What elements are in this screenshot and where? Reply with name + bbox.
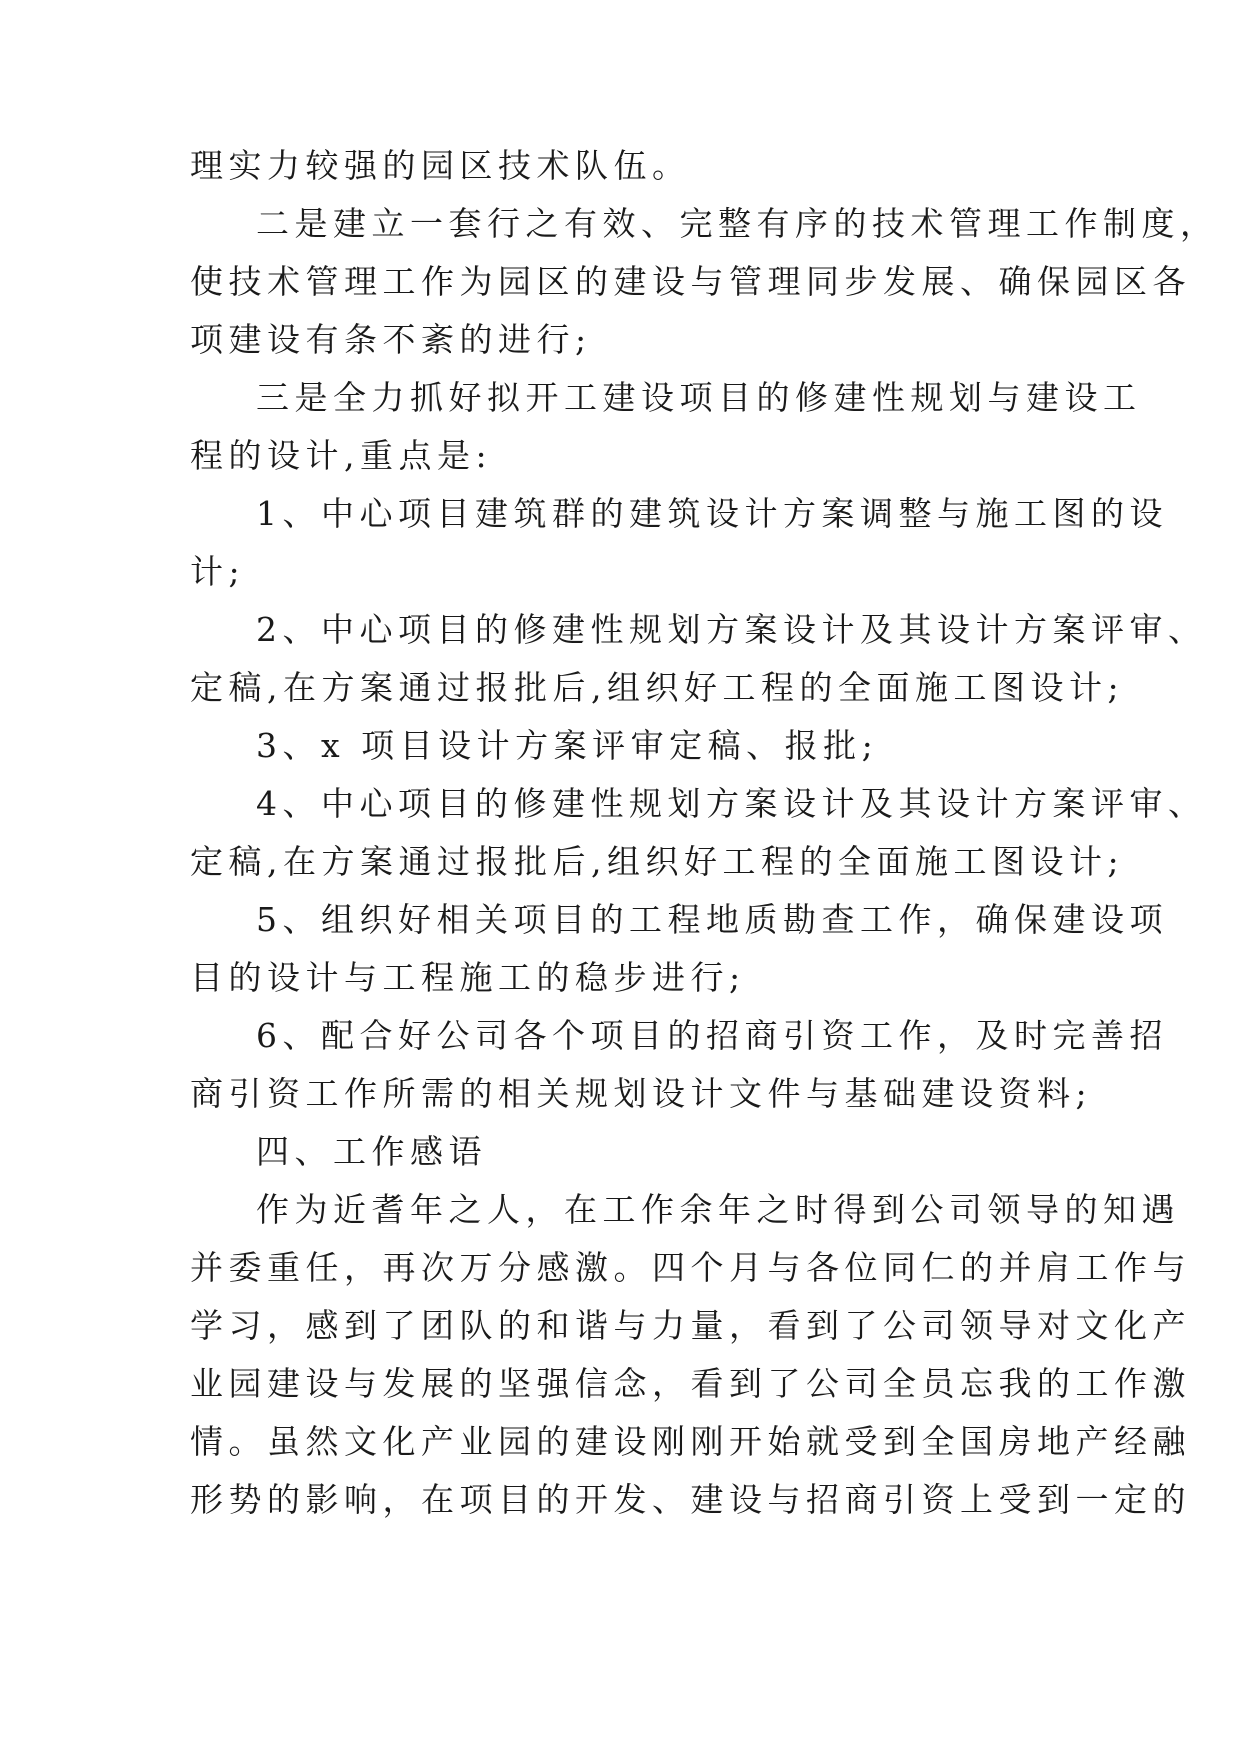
text-line: 作为近耆年之人，在工作余年之时得到公司领导的知遇 xyxy=(256,1190,1180,1229)
text-line: 二是建立一套行之有效、完整有序的技术管理工作制度， xyxy=(256,204,1219,243)
text-line: 1、中心项目建筑群的建筑设计方案调整与施工图的设 xyxy=(256,494,1168,533)
text-line: 使技术管理工作为园区的建设与管理同步发展、确保园区各 xyxy=(190,262,1191,301)
text-line: 5、组织好相关项目的工程地质勘查工作，确保建设项 xyxy=(256,900,1168,939)
text-line: 2、中心项目的修建性规划方案设计及其设计方案评审、 xyxy=(256,610,1207,649)
text-line: 业园建设与发展的坚强信念，看到了公司全员忘我的工作激 xyxy=(190,1364,1191,1403)
text-line: 定稿,在方案通过报批后,组织好工程的全面施工图设计; xyxy=(190,668,1125,707)
text-line: 3、x 项目设计方案评审定稿、报批; xyxy=(256,726,879,765)
text-line: 理实力较强的园区技术队伍。 xyxy=(190,146,691,185)
text-line: 三是全力抓好拟开工建设项目的修建性规划与建设工 xyxy=(256,378,1142,417)
text-line: 程的设计,重点是: xyxy=(190,436,493,475)
text-line: 形势的影响，在项目的开发、建设与招商引资上受到一定的 xyxy=(190,1480,1191,1519)
text-line: 计; xyxy=(190,552,246,591)
text-line: 商引资工作所需的相关规划设计文件与基础建设资料; xyxy=(190,1074,1093,1113)
text-line: 4、中心项目的修建性规划方案设计及其设计方案评审、 xyxy=(256,784,1207,823)
text-line: 定稿,在方案通过报批后,组织好工程的全面施工图设计; xyxy=(190,842,1125,881)
text-line: 情。虽然文化产业园的建设刚刚开始就受到全国房地产经融 xyxy=(190,1422,1191,1461)
section-heading: 四、工作感语 xyxy=(256,1132,487,1171)
text-line: 项建设有条不紊的进行; xyxy=(190,320,592,359)
text-line: 目的设计与工程施工的稳步进行; xyxy=(190,958,746,997)
text-line: 6、配合好公司各个项目的招商引资工作，及时完善招 xyxy=(256,1016,1168,1055)
text-line: 并委重任，再次万分感激。四个月与各位同仁的并肩工作与 xyxy=(190,1248,1191,1287)
text-line: 学习，感到了团队的和谐与力量，看到了公司领导对文化产 xyxy=(190,1306,1191,1345)
